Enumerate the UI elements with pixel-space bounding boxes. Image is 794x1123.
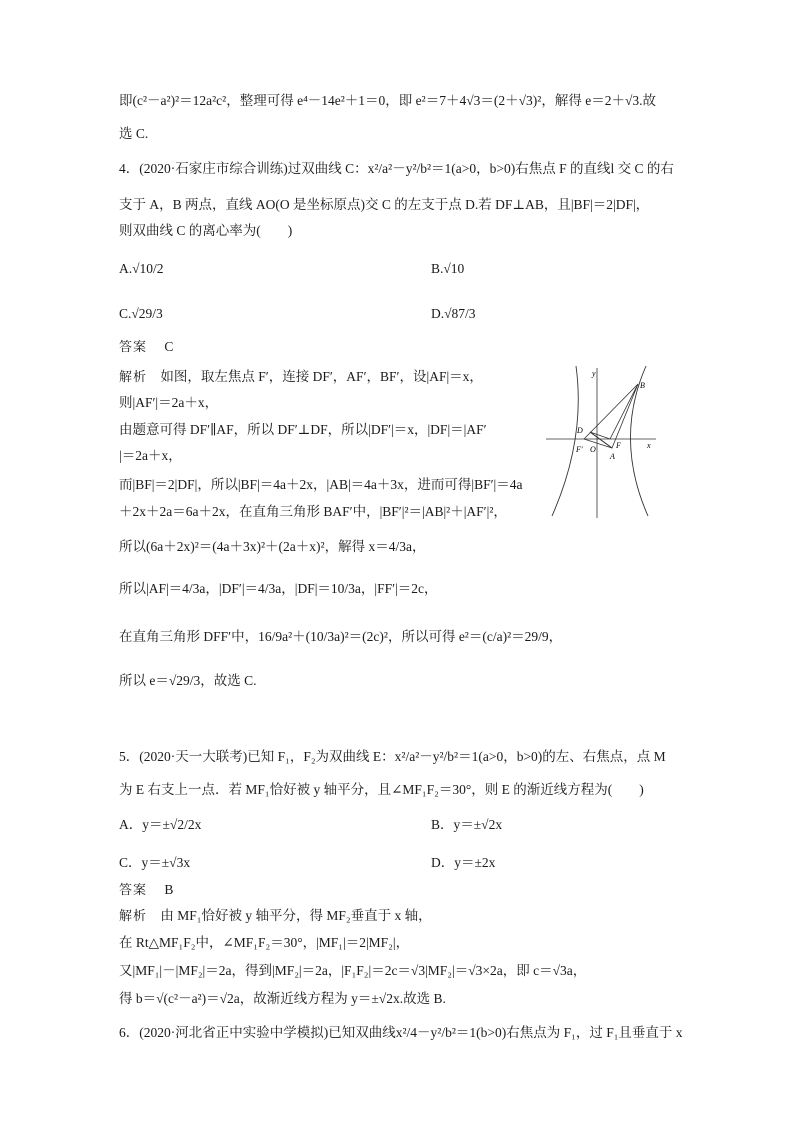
text-line: 即(c²－a²)²＝12a²c²，整理可得 e⁴－14e²＋1＝0，即 e²＝7＋4√3＝(2＋√3)²，解得 e＝2＋√3.故 [119,93,656,108]
question-4-stem: 支于 A，B 两点，直线 AO(O 是坐标原点)交 C 的左支于点 D.若 DF⊥AB，且|BF|＝2|DF|， [119,197,650,212]
analysis-line: 则|AF′|＝2a＋x， [119,395,219,410]
analysis-tag: 解析 [119,370,148,385]
analysis-line: 由题意可得 DF′∥AF，所以 DF′⊥DF，所以|DF′|＝x，|DF|＝|AF′ [119,422,487,437]
answer-tag: 答案 [119,883,148,898]
answer-value: B [164,882,174,897]
label-a: A [610,452,615,461]
label-o: O [590,445,596,454]
question-4-stem: 4．(2020·石家庄市综合训练)过双曲线 C：x²/a²－y²/b²＝1(a>0，b>0)右焦点 F 的直线l 交 C 的右 [119,161,674,176]
option-d: D．y＝±2x [431,855,496,870]
label-b: B [640,381,645,390]
analysis-text: 由 MF₁恰好被 y 轴平分，得 MF₂垂直于 x 轴， [160,908,432,923]
label-x: x [647,441,651,450]
option-b: B．y＝±√2x [431,817,503,832]
analysis-line: 得 b＝√(c²－a²)＝√2a，故渐近线方程为 y＝±√2x.故选 B. [119,991,446,1006]
option-c: C．y＝±√3x [119,855,191,870]
option-a: A．y＝±√2/2x [119,817,202,832]
question-6-stem: 6．(2020·河北省正中实验中学模拟)已知双曲线x²/4－y²/b²＝1(b>0)右焦点为 F₁，过 F₁且垂直于 x [119,1025,683,1040]
analysis-line: 在直角三角形 DFF′中，16/9a²＋(10/3a)²＝(2c)²，所以可得 e²＝(c/a)²＝29/9， [119,629,563,644]
label-f-prime: F′ [576,445,583,454]
hyperbola-figure [546,360,664,520]
analysis-line [119,368,483,387]
answer-value: C [164,339,174,354]
analysis-line: |＝2a＋x， [119,448,182,463]
analysis-line: 所以|AF|＝4/3a，|DF′|＝4/3a，|DF|＝10/3a，|FF′|＝2c， [119,581,438,596]
option-d: D.√87/3 [431,306,476,321]
question-5-stem: 5．(2020·天一大联考)已知 F₁，F₂为双曲线 E：x²/a²－y²/b²＝1(a>0，b>0)的左、右焦点，点 M [119,749,666,764]
option-a: A.√10/2 [119,261,164,276]
question-4-stem: 则双曲线 C 的离心率为( ) [119,223,293,238]
analysis-line: 所以 e＝√29/3，故选 C. [119,673,257,688]
answer-row [119,881,173,900]
option-c: C.√29/3 [119,306,163,321]
option-b: B.√10 [431,261,465,276]
label-d: D [577,426,583,435]
left-branch [552,366,578,516]
answer-tag: 答案 [119,340,148,355]
question-5-stem: 为 E 右支上一点．若 MF₁恰好被 y 轴平分，且∠MF₁F₂＝30°，则 E 的渐近线方程为( ) [119,782,644,797]
analysis-line: 在 Rt△MF₁F₂中，∠MF₁F₂＝30°，|MF₁|＝2|MF₂|， [119,935,410,950]
line-af-prime [584,439,612,448]
analysis-line: ＋2x＋2a＝6a＋2x，在直角三角形 BAF′中，|BF′|²＝|AB|²＋|AF′|²， [119,504,507,519]
analysis-line: 而|BF|＝2|DF|，所以|BF|＝4a＋2x，|AB|＝4a＋3x，进而可得|BF′|＝4a [119,477,523,492]
analysis-text: 如图，取左焦点 F′，连接 DF′，AF′，BF′，设|AF|＝x， [160,369,483,384]
analysis-line [119,907,432,926]
line-bf-prime [584,384,638,439]
analysis-tag: 解析 [119,909,148,924]
analysis-line: 所以(6a＋2x)²＝(4a＋3x)²＋(2a＋x)²，解得 x＝4/3a， [119,539,426,554]
answer-row [119,338,173,357]
analysis-line: 又|MF₁|－|MF₂|＝2a，得到|MF₂|＝2a，|F₁F₂|＝2c＝√3|MF₂|＝√3×2a，即 c＝√3a， [119,963,587,978]
label-f: F [616,441,621,450]
text-line: 选 C. [119,126,149,141]
label-y: y [592,369,596,378]
